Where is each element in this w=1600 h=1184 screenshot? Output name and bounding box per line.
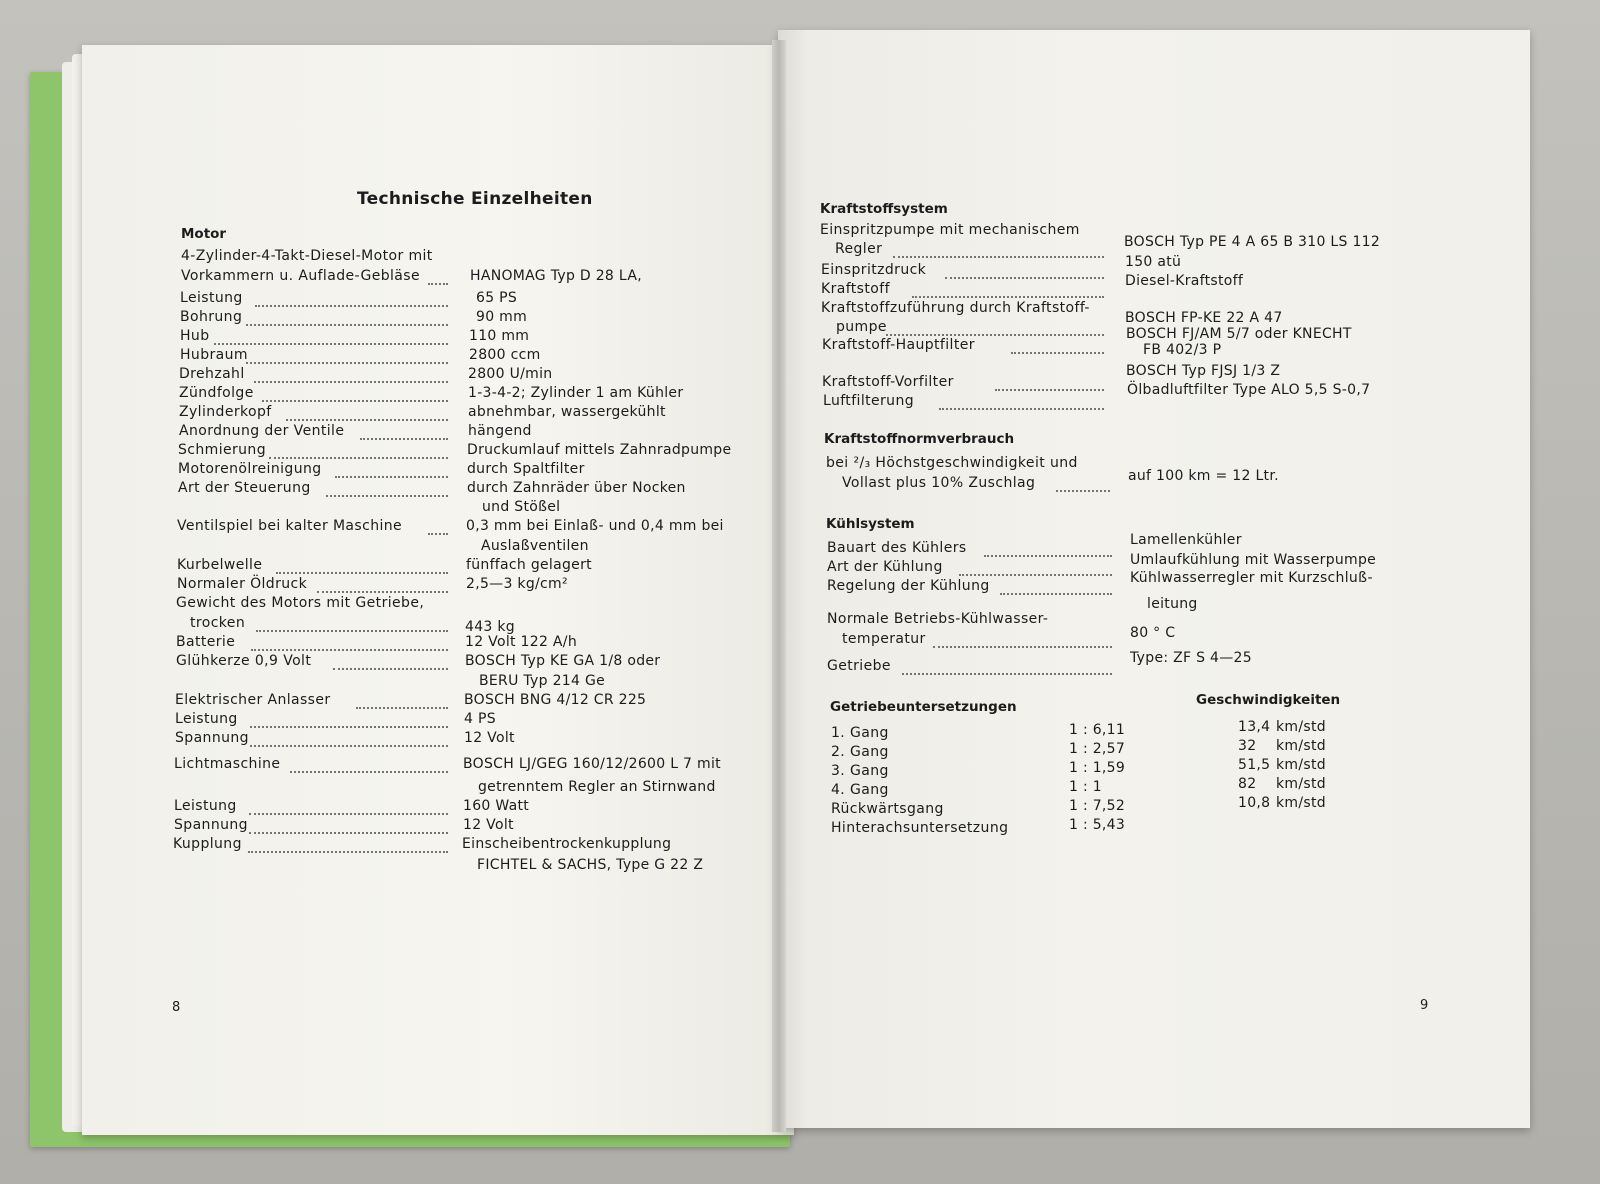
- gear-speed: 32: [1238, 738, 1257, 754]
- spec-label: bei ²/₃ Höchstgeschwindigkeit und: [826, 455, 1078, 471]
- spec-label: Leistung: [174, 798, 237, 814]
- gear-speed: 13,4: [1238, 719, 1271, 735]
- gear-speed: 10,8: [1238, 795, 1271, 811]
- spec-label: Getriebe: [827, 658, 891, 674]
- spec-value: Einscheibentrockenkupplung: [462, 836, 672, 852]
- spec-value: abnehmbar, wassergekühlt: [468, 404, 666, 420]
- spec-value: 12 Volt 122 A/h: [465, 634, 577, 650]
- spec-label: trocken: [190, 615, 246, 631]
- leader-dots: [995, 387, 1104, 391]
- gear-speed-unit: km/std: [1276, 795, 1326, 811]
- spec-label: pumpe: [836, 319, 887, 335]
- spec-label: Vollast plus 10% Zuschlag: [842, 475, 1036, 491]
- leader-dots: [335, 474, 448, 478]
- spec-label: Spannung: [174, 817, 248, 833]
- spec-value: auf 100 km = 12 Ltr.: [1128, 468, 1279, 484]
- section-heading-motor: Motor: [181, 226, 227, 242]
- gear-ratio: 1 : 2,57: [1069, 741, 1126, 757]
- leader-dots: [269, 455, 448, 459]
- spec-label: Kupplung: [173, 836, 242, 852]
- gear-speed-unit: km/std: [1276, 776, 1326, 792]
- spec-label: Leistung: [175, 711, 238, 727]
- page-title: Technische Einzelheiten: [357, 189, 593, 209]
- leader-dots: [333, 666, 448, 670]
- spec-value: 110 mm: [469, 328, 530, 344]
- spec-label: Normaler Öldruck: [177, 576, 308, 592]
- spec-value: BOSCH Typ KE GA 1/8 oder: [465, 653, 661, 669]
- leader-dots: [428, 281, 448, 285]
- spec-label: Normale Betriebs-Kühlwasser-: [827, 611, 1049, 627]
- book-gutter: [772, 40, 786, 1132]
- spec-label: Einspritzpumpe mit mechanischem: [820, 222, 1080, 238]
- page-number-left: 8: [172, 1000, 181, 1015]
- spec-label: Vorkammern u. Auflade-Gebläse: [181, 268, 420, 284]
- spec-value: durch Zahnräder über Nocken: [467, 480, 686, 496]
- gear-speed-unit: km/std: [1276, 738, 1326, 754]
- leader-dots: [912, 294, 1104, 298]
- leader-dots: [290, 769, 448, 773]
- spec-value: 4 PS: [464, 711, 496, 727]
- section-heading-speeds: Geschwindigkeiten: [1196, 692, 1341, 708]
- leader-dots: [248, 849, 448, 853]
- leader-dots: [939, 406, 1104, 410]
- spec-value: 2800 U/min: [468, 366, 553, 382]
- spec-value: Ölbadluftfilter Type ALO 5,5 S-0,7: [1127, 382, 1371, 398]
- spec-label: Bauart des Kühlers: [827, 540, 967, 556]
- leader-dots: [255, 303, 448, 307]
- leader-dots: [276, 570, 448, 574]
- spec-value: 90 mm: [476, 309, 528, 325]
- spec-value: 80 ° C: [1130, 625, 1176, 641]
- section-heading-fuel: Kraftstoffsystem: [820, 201, 948, 217]
- spec-label: Bohrung: [180, 309, 243, 325]
- leader-dots: [214, 341, 448, 345]
- spec-value: getrenntem Regler an Stirnwand: [478, 779, 716, 795]
- spec-label: Zylinderkopf: [179, 404, 272, 420]
- leader-dots: [893, 254, 1104, 258]
- leader-dots: [326, 493, 448, 497]
- spec-value: 160 Watt: [463, 798, 530, 814]
- leader-dots: [246, 360, 448, 364]
- spec-label: Hubraum: [180, 347, 248, 363]
- gear-ratio: 1 : 5,43: [1069, 817, 1126, 833]
- gear-speed-unit: km/std: [1276, 719, 1326, 735]
- spec-value: BOSCH Typ PE 4 A 65 B 310 LS 112: [1124, 234, 1381, 250]
- spec-label: Spannung: [175, 730, 249, 746]
- leader-dots: [886, 332, 1104, 336]
- leader-dots: [984, 553, 1112, 557]
- gear-name: 1. Gang: [831, 725, 889, 741]
- spec-label: 4-Zylinder-4-Takt-Diesel-Motor mit: [181, 248, 433, 264]
- spec-label: Luftfilterung: [823, 393, 914, 409]
- spec-value: 2800 ccm: [469, 347, 541, 363]
- leader-dots: [360, 436, 448, 440]
- spec-value: Umlaufkühlung mit Wasserpumpe: [1130, 552, 1377, 568]
- spec-value: fünffach gelagert: [466, 557, 592, 573]
- spec-label: Kraftstoff: [821, 281, 890, 297]
- gear-speed: 51,5: [1238, 757, 1271, 773]
- gear-speed-unit: km/std: [1276, 757, 1326, 773]
- spec-label: Leistung: [180, 290, 243, 306]
- spec-label: Regelung der Kühlung: [827, 578, 990, 594]
- spec-value: Type: ZF S 4—25: [1130, 650, 1252, 666]
- spec-label: Kurbelwelle: [177, 557, 263, 573]
- leader-dots: [249, 811, 448, 815]
- leader-dots: [902, 671, 1112, 675]
- gear-ratio: 1 : 7,52: [1069, 798, 1126, 814]
- section-heading-cooling: Kühlsystem: [826, 516, 915, 532]
- spec-value: BOSCH FJ/AM 5/7 oder KNECHT: [1126, 326, 1352, 342]
- leader-dots: [1011, 350, 1104, 354]
- spec-value: 12 Volt: [463, 817, 514, 833]
- spec-label: Lichtmaschine: [174, 756, 281, 772]
- spec-label: Art der Kühlung: [827, 559, 943, 575]
- spec-value: BOSCH Typ FJSJ 1/3 Z: [1126, 363, 1281, 379]
- leader-dots: [262, 398, 448, 402]
- spec-label: Gewicht des Motors mit Getriebe,: [176, 595, 425, 611]
- spec-label: Motorenölreinigung: [178, 461, 322, 477]
- spec-value: Lamellenkühler: [1130, 532, 1242, 548]
- spec-label: Anordnung der Ventile: [179, 423, 345, 439]
- spec-value: durch Spaltfilter: [467, 461, 585, 477]
- spec-value: 2,5—3 kg/cm²: [466, 576, 568, 592]
- gear-name: Rückwärtsgang: [831, 801, 944, 817]
- spec-value: BOSCH BNG 4/12 CR 225: [464, 692, 647, 708]
- spec-value: 443 kg: [465, 619, 515, 635]
- spec-value: 150 atü: [1125, 254, 1182, 270]
- spec-value: BERU Typ 214 Ge: [479, 673, 606, 689]
- leader-dots: [250, 724, 448, 728]
- leader-dots: [428, 531, 448, 535]
- leader-dots: [286, 417, 448, 421]
- spec-value: 0,3 mm bei Einlaß- und 0,4 mm bei: [466, 518, 724, 534]
- gear-name: 3. Gang: [831, 763, 889, 779]
- spec-label: Zündfolge: [179, 385, 254, 401]
- spec-value: hängend: [468, 423, 532, 439]
- leader-dots: [1000, 591, 1112, 595]
- spec-label: Batterie: [176, 634, 236, 650]
- leader-dots: [1056, 488, 1110, 492]
- spec-label: Elektrischer Anlasser: [175, 692, 331, 708]
- spec-value: FICHTEL & SACHS, Type G 22 Z: [477, 857, 704, 873]
- leader-dots: [250, 743, 448, 747]
- section-heading-gear-ratios: Getriebeuntersetzungen: [830, 699, 1017, 715]
- gear-name: 4. Gang: [831, 782, 889, 798]
- spec-value: Diesel-Kraftstoff: [1125, 273, 1244, 289]
- spec-value: HANOMAG Typ D 28 LA,: [470, 268, 642, 284]
- spec-value: und Stößel: [482, 499, 561, 515]
- spec-value: 1-3-4-2; Zylinder 1 am Kühler: [468, 385, 684, 401]
- leader-dots: [356, 705, 448, 709]
- spec-label: Kraftstoff-Vorfilter: [822, 374, 954, 390]
- spec-label: Ventilspiel bei kalter Maschine: [177, 518, 403, 534]
- gear-ratio: 1 : 1,59: [1069, 760, 1126, 776]
- gear-ratio: 1 : 6,11: [1069, 722, 1126, 738]
- leader-dots: [945, 275, 1104, 279]
- spec-label: Kraftstoffzuführung durch Kraftstoff-: [821, 300, 1090, 316]
- spec-value: BOSCH FP-KE 22 A 47: [1125, 310, 1283, 326]
- spec-label: Art der Steuerung: [178, 480, 311, 496]
- leader-dots: [256, 628, 448, 632]
- spec-label: Schmierung: [178, 442, 266, 458]
- leader-dots: [933, 644, 1112, 648]
- gear-name: 2. Gang: [831, 744, 889, 760]
- spec-value: Kühlwasserregler mit Kurzschluß-: [1130, 570, 1373, 586]
- section-heading-consumption: Kraftstoffnormverbrauch: [824, 431, 1015, 447]
- leader-dots: [249, 830, 448, 834]
- gear-name: Hinterachsuntersetzung: [831, 820, 1009, 836]
- spec-value: leitung: [1147, 596, 1198, 612]
- gear-ratio: 1 : 1: [1069, 779, 1102, 795]
- spec-label: Hub: [180, 328, 210, 344]
- leader-dots: [246, 322, 448, 326]
- spec-value: 12 Volt: [464, 730, 515, 746]
- spec-label: Kraftstoff-Hauptfilter: [822, 337, 975, 353]
- spec-value: Auslaßventilen: [481, 538, 589, 554]
- gear-speed: 82: [1238, 776, 1257, 792]
- spec-value: FB 402/3 P: [1143, 342, 1222, 358]
- leader-dots: [959, 572, 1112, 576]
- page-number-right: 9: [1420, 998, 1429, 1013]
- spec-value: 65 PS: [476, 290, 518, 306]
- spec-label: Glühkerze 0,9 Volt: [176, 653, 312, 669]
- spec-label: temperatur: [842, 631, 926, 647]
- spec-label: Regler: [835, 241, 883, 257]
- spec-label: Einspritzdruck: [821, 262, 927, 278]
- leader-dots: [317, 589, 448, 593]
- leader-dots: [251, 647, 448, 651]
- leader-dots: [254, 379, 448, 383]
- spec-label: Drehzahl: [179, 366, 245, 382]
- spec-value: Druckumlauf mittels Zahnradpumpe: [467, 442, 732, 458]
- spec-value: BOSCH LJ/GEG 160/12/2600 L 7 mit: [463, 756, 721, 772]
